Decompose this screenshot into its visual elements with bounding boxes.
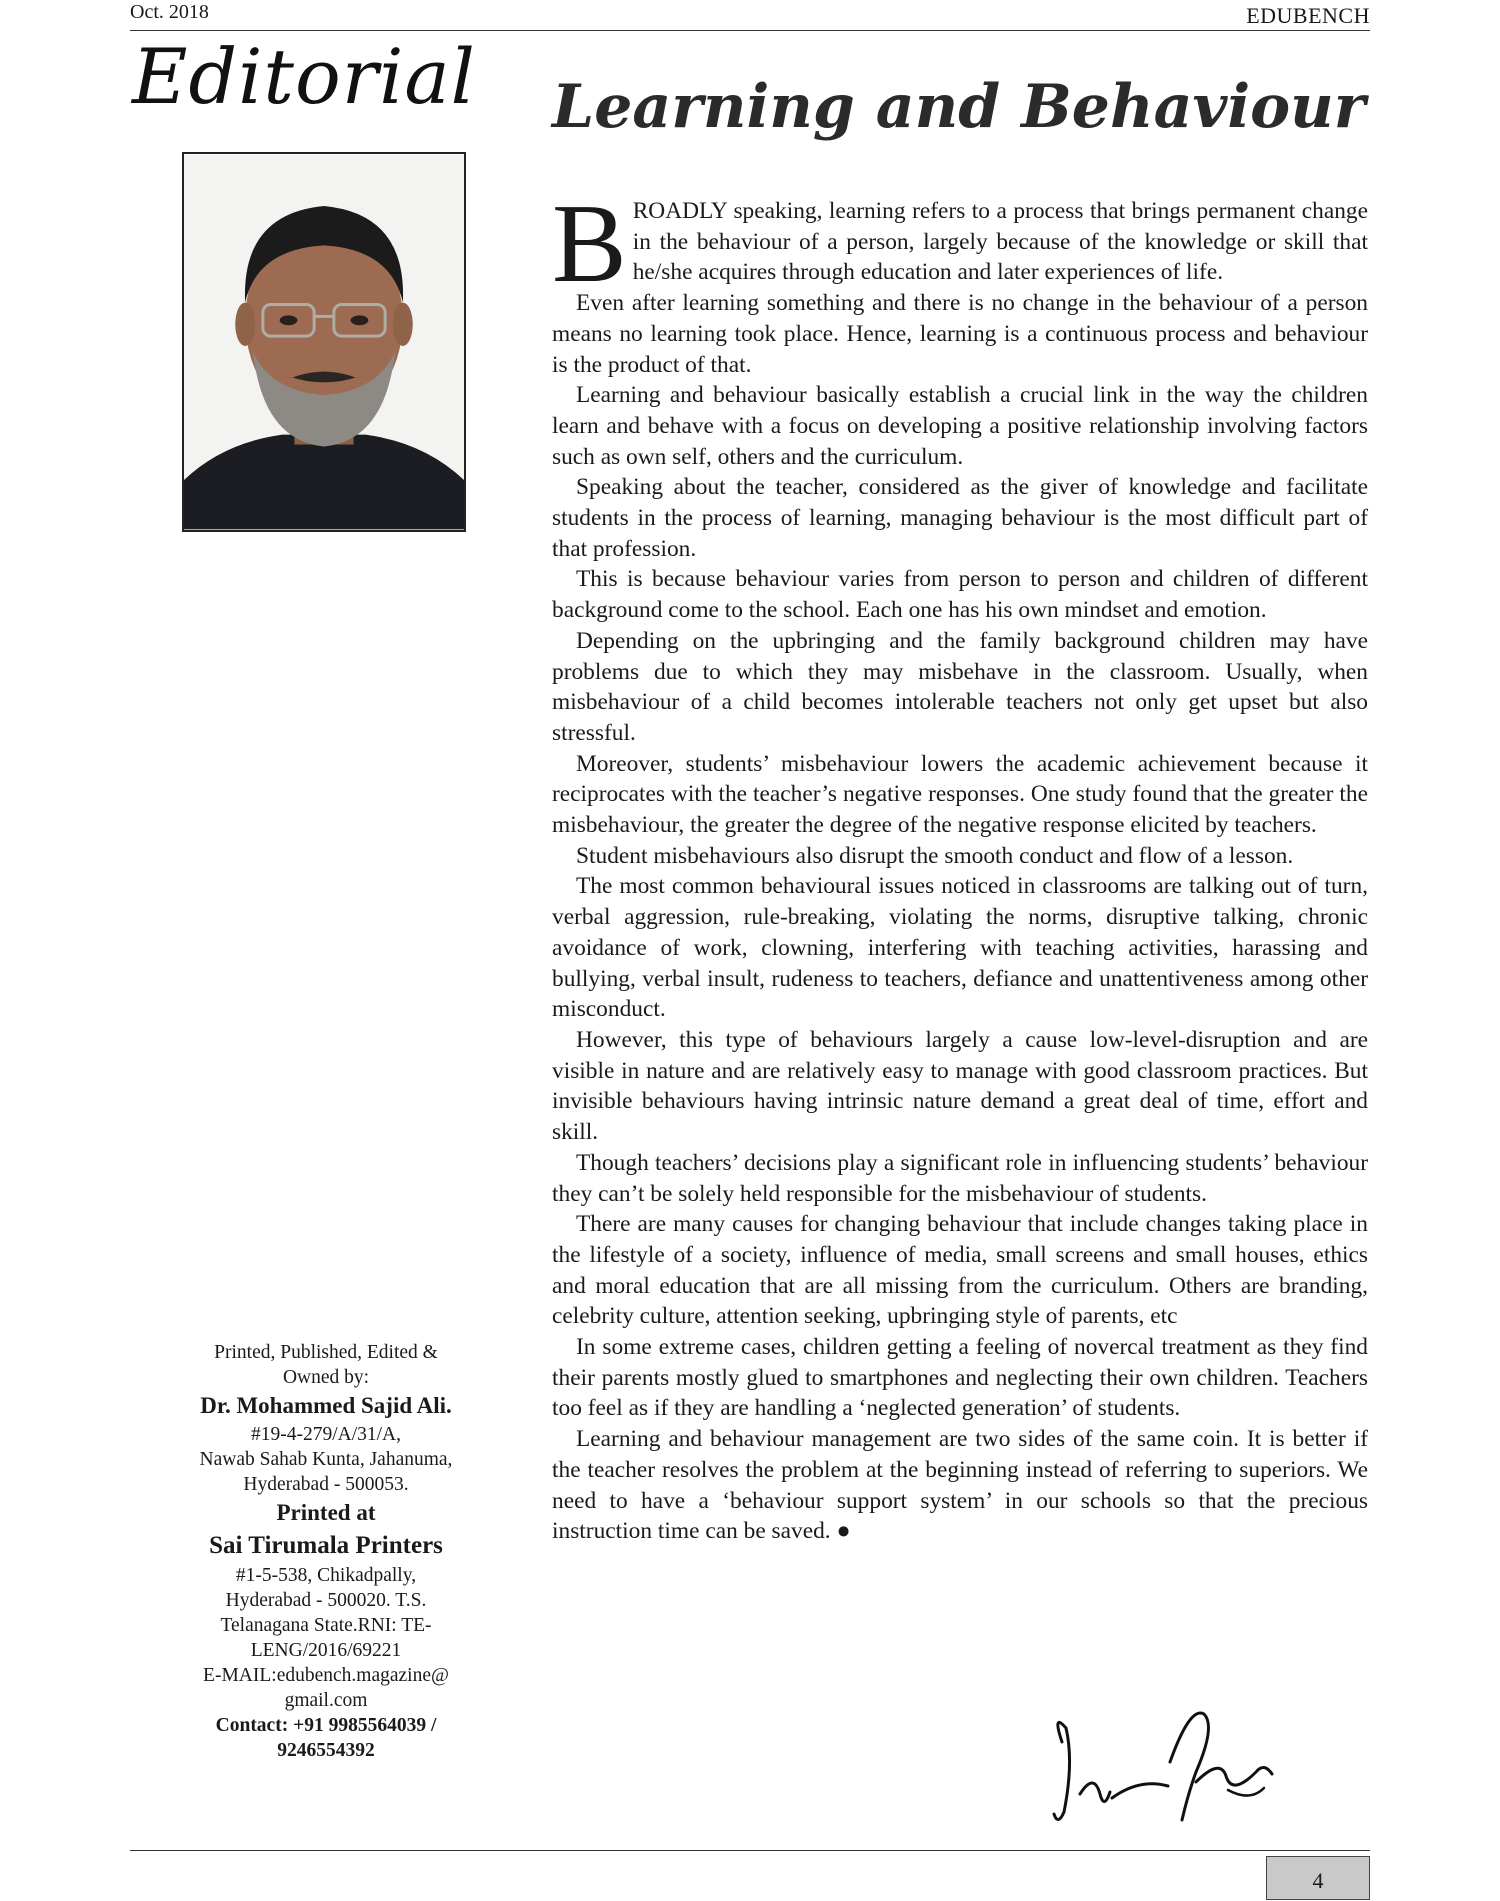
- article-paragraph: Moreover, students’ misbehaviour lowers the academic achievement because it reciprocates with the teacher’s negative responses. One study found that the greater the misbehaviour, the greater the degree of the negative response elicited by teachers.: [552, 750, 1368, 839]
- issue-date: Oct. 2018: [130, 1, 209, 23]
- article-paragraph: Student misbehaviours also disrupt the smooth conduct and flow of a lesson.: [576, 842, 1294, 869]
- article-paragraph: Learning and behaviour management are two sides of the same coin. It is better if the teacher resolves the problem at the beginning instead of referring to superiors. We need to have a ‘behaviour support system’ in our schools so that the precious instruction time can be saved. ●: [552, 1426, 1368, 1545]
- article-paragraph: Even after learning something and there is no change in the behaviour of a person means no learning took place. Hence, learning is a continuous process and behaviour is the product of that.: [552, 290, 1368, 378]
- portrait-photo-icon: [184, 154, 464, 530]
- printer-address: #1-5-538, Chikadpally,: [235, 1565, 417, 1586]
- article-paragraph: The most common behavioural issues noticed in classrooms are talking out of turn, verbal aggression, rule-breaking, violating the norms, disruptive talking, chronic avoidance of work, clowning, interfering with teaching activities, harassing and bullying, verbal insult, rudeness to teachers, defiance and unattentiveness among other misconduct.: [552, 873, 1368, 1023]
- article-paragraph: Speaking about the teacher, considered as the giver of knowledge and facilitate students in the process of learning, managing behaviour is the most difficult part of that profession.: [552, 474, 1368, 562]
- signature: [1050, 1702, 1290, 1832]
- first-paragraph-text: ROADLY speaking, learning refers to a process that brings permanent change in the behaviour of a person, largely because of the knowledge or skill that he/she acquires through education and later experiences of life.: [632, 198, 1368, 286]
- email-line: gmail.com: [284, 1690, 368, 1711]
- article-paragraph: [552, 182, 1368, 306]
- article-paragraph: However, this type of behaviours largely a cause low-level-disruption and are visible in nature and are relatively easy to manage with good classroom practices. But invisible behaviours having intrinsic nature demand a great deal of time, effort and skill.: [552, 1026, 1368, 1146]
- article-paragraph: In some extreme cases, children getting a feeling of novercal treatment as they find their parents mostly glued to smartphones and neglecting their own children. Teachers too feel as if they are handling a ‘neglected generation’ of students.: [552, 1334, 1368, 1422]
- owner-address: Nawab Sahab Kunta, Jahanuma,: [199, 1449, 453, 1470]
- article-paragraph: This is because behaviour varies from person to person and children of different background come to the school. Each one has his own mindset and emotion.: [552, 566, 1368, 624]
- footer-rule: [130, 1850, 1370, 1851]
- printer-address: LENG/2016/69221: [250, 1640, 402, 1661]
- printer-address: Telanagana State.RNI: TE-: [220, 1615, 432, 1636]
- page-number: 4: [1266, 1856, 1370, 1900]
- article-title: Learning and Behaviour: [552, 72, 1366, 142]
- header-bar: [130, 0, 1370, 31]
- printer-name: Sai Tirumala Printers: [209, 1532, 443, 1559]
- article-paragraph: There are many causes for changing behaviour that include changes taking place in the lifestyle of a society, influence of media, small screens and small houses, ethics and moral education that are all missing from the curriculum. Others are branding, celebrity culture, attention seeking, upbringing style of parents, etc: [552, 1211, 1368, 1330]
- credits-line: Owned by:: [282, 1367, 370, 1388]
- magazine-name: EDUBENCH: [1246, 3, 1370, 28]
- printed-at-label: Printed at: [276, 1500, 376, 1525]
- article-paragraph: Depending on the upbringing and the family background children may have problems due to which they may misbehave in the classroom. Usually, when misbehaviour of a child becomes intolerable teachers not only get upset but also stressful.: [552, 627, 1368, 746]
- drop-cap: B: [552, 182, 627, 306]
- owner-address: #19-4-279/A/31/A,: [250, 1424, 402, 1445]
- article-paragraph: Learning and behaviour basically establish a crucial link in the way the children learn and behave with a focus on developing a positive relationship involving factors such as own self, others and the curriculum.: [552, 382, 1368, 470]
- article-paragraph: Though teachers’ decisions play a significant role in influencing students’ behaviour they can’t be solely held responsible for the misbehaviour of students.: [552, 1149, 1368, 1207]
- owner-address: Hyderabad - 500053.: [243, 1474, 409, 1495]
- article-body: [552, 182, 1368, 1547]
- publisher-credits: [168, 1340, 484, 1763]
- email-line: E-MAIL:edubench.magazine@: [203, 1665, 449, 1686]
- owner-name: Dr. Mohammed Sajid Ali.: [200, 1393, 452, 1418]
- author-photo: [182, 152, 466, 532]
- contact-line: Contact: +91 9985564039 /: [215, 1715, 437, 1736]
- section-heading: Editorial: [132, 32, 476, 121]
- credits-line: Printed, Published, Edited &: [214, 1342, 438, 1363]
- printer-address: Hyderabad - 500020. T.S.: [225, 1590, 427, 1611]
- handwritten-signature-icon: [1050, 1702, 1290, 1832]
- contact-line: 9246554392: [277, 1740, 375, 1761]
